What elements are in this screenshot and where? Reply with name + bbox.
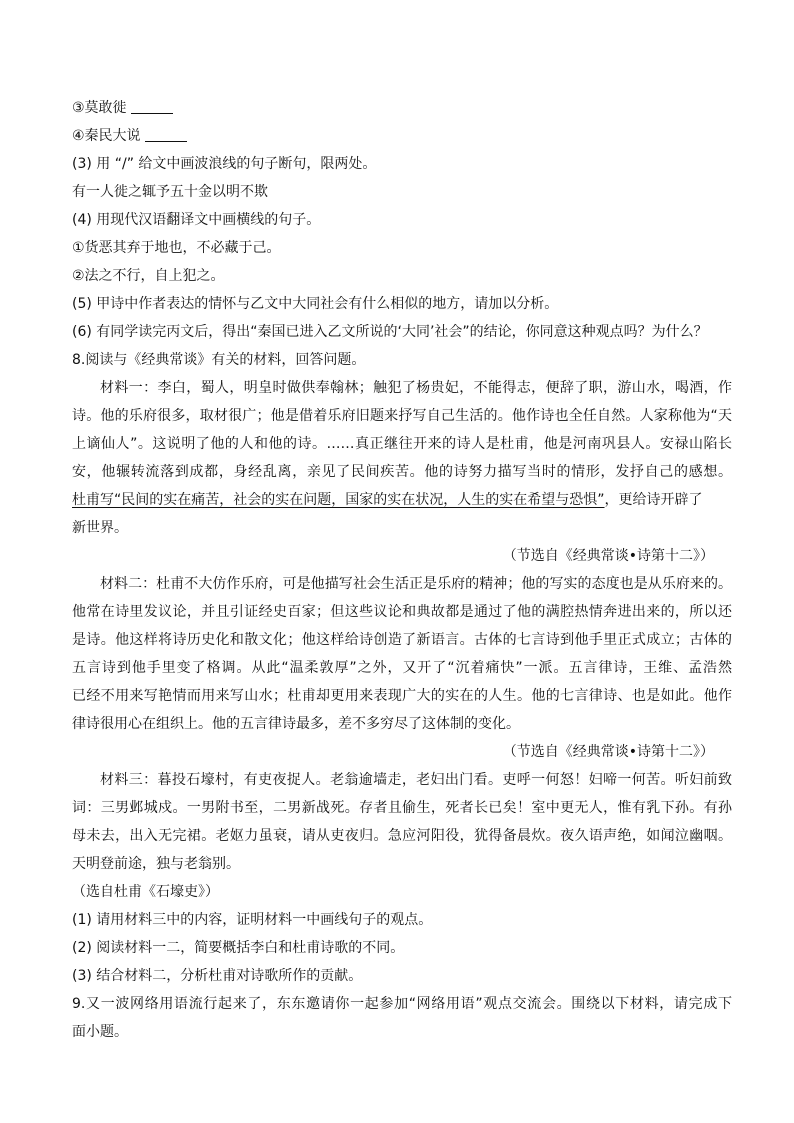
q8-stem: 8.阅读与《经典常谈》有关的材料，回答问题。	[72, 352, 366, 368]
material-2-source: （节选自《经典常谈•诗第十二》）	[502, 744, 714, 760]
q7-sub6: (6) 有同学读完丙文后，得出“秦国已进入乙文所说的‘大同’社会”的结论，你同意这种观点吗？为什么？	[72, 324, 708, 340]
material-1-line: 材料一：李白，蜀人，明皇时做供奉翰林；触犯了杨贵妃，不能得志，便辞了职，游山水，喝酒，作	[100, 380, 732, 396]
q7-sub4: (4) 用现代汉语翻译文中画横线的句子。	[72, 212, 321, 228]
material-1	[72, 374, 732, 570]
q7-sub4-b: ②法之不行，自上犯之。	[72, 268, 225, 284]
answer-blank	[131, 99, 173, 114]
answer-blank	[145, 127, 187, 142]
material-3-line: 母未去，出入无完裙。老妪力虽衰，请从吏夜归。急应河阳役，犹得备晨炊。夜久语声绝，如闻泣幽咽。	[72, 828, 732, 844]
material-1-source: （节选自《经典常谈•诗第十二》）	[502, 548, 714, 564]
q7-sub3-sentence: 有一人徙之辄予五十金以明不欺	[72, 184, 268, 200]
q8-sub1: (1) 请用材料三中的内容，证明材料一中画线句子的观点。	[72, 912, 433, 928]
q8-sub3: (3) 结合材料二，分析杜甫对诗歌所作的贡献。	[72, 968, 363, 984]
material-2-line: 材料二：杜甫不大仿作乐府，可是他描写社会生活正是乐府的精神；他的写实的态度也是从乐府来的。	[100, 576, 732, 592]
material-2-line: 律诗很用心在组织上。他的五言律诗最多，差不多穷尽了这体制的变化。	[72, 716, 520, 732]
material-1-line: 安，他辗转流落到成都，身经乱离，亲见了民间疾苦。他的诗努力描写当时的情形，发抒自己的感想。	[72, 464, 732, 480]
material-1-line: 诗。他的乐府很多，取材很广；他是借着乐府旧题来抒写自己生活的。他作诗也全任自然。人家称他为“天	[72, 408, 732, 424]
material-2-line: 已经不用来写艳情而用来写山水；杜甫却更用来表现广大的实在的人生。他的七言律诗、也是如此。他作	[72, 688, 732, 704]
q8-sub2: (2) 阅读材料一二，简要概括李白和杜甫诗歌的不同。	[72, 940, 405, 956]
underlined-sentence: 杜甫写“民间的实在痛苦，社会的实在问题，国家的实在状况，人生的实在希望与恐惧”	[72, 492, 605, 508]
material-2-line: 五言诗到他手里变了格调。从此“温柔敦厚”之外，又开了“沉着痛快”一派。五言律诗，王维、孟浩然	[72, 660, 732, 676]
material-2-line: 他常在诗里发议论，并且引证经史百家；但这些议论和典故都是通过了他的满腔热情奔进出来的，所以还	[72, 604, 732, 620]
q9-stem: 9.又一波网络用语流行起来了，东东邀请你一起参加“网络用语”观点交流会。围绕以下材料，请完成下	[72, 996, 732, 1012]
q9-stem-cont: 面小题。	[72, 1024, 128, 1040]
q7-sub5: (5) 甲诗中作者表达的情怀与乙文中大同社会有什么相似的地方，请加以分析。	[72, 296, 559, 312]
material-3-source: （选自杜甫《石壕吏》）	[72, 884, 219, 900]
material-2	[72, 570, 732, 766]
material-3	[72, 766, 732, 906]
material-3-line: 天明登前途，独与老翁别。	[72, 856, 240, 872]
q7-sub3: (3) 用 “/” 给文中画波浪线的句子断句，限两处。	[72, 156, 377, 172]
material-1-line: 新世界。	[72, 520, 128, 536]
q7-sub4-a: ①货恶其弃于地也，不必藏于己。	[72, 240, 281, 256]
material-3-line: 词：三男邺城戍。一男附书至，二男新战死。存者且偷生，死者长已矣！室中更无人，惟有乳下孙。有孙	[72, 800, 732, 816]
document-content	[72, 94, 732, 1046]
material-3-line: 材料三：暮投石壕村，有吏夜捉人。老翁逾墙走，老妇出门看。吏呼一何怒！妇啼一何苦。听妇前致	[100, 772, 732, 788]
material-1-line: 杜甫写“民间的实在痛苦，社会的实在问题，国家的实在状况，人生的实在希望与恐惧”，更给诗开辟了	[72, 492, 703, 508]
material-1-line: 上谪仙人”。这说明了他的人和他的诗。……真正继往开来的诗人是杜甫，他是河南巩县人。安禄山陷长	[72, 436, 732, 452]
q7-item3: ③莫敢徙	[72, 94, 732, 122]
q7-item4: ④秦民大说	[72, 122, 732, 150]
material-2-line: 是诗。他这样将诗历史化和散文化；他这样给诗创造了新语言。古体的七言诗到他手里正式成立；古体的	[72, 632, 732, 648]
